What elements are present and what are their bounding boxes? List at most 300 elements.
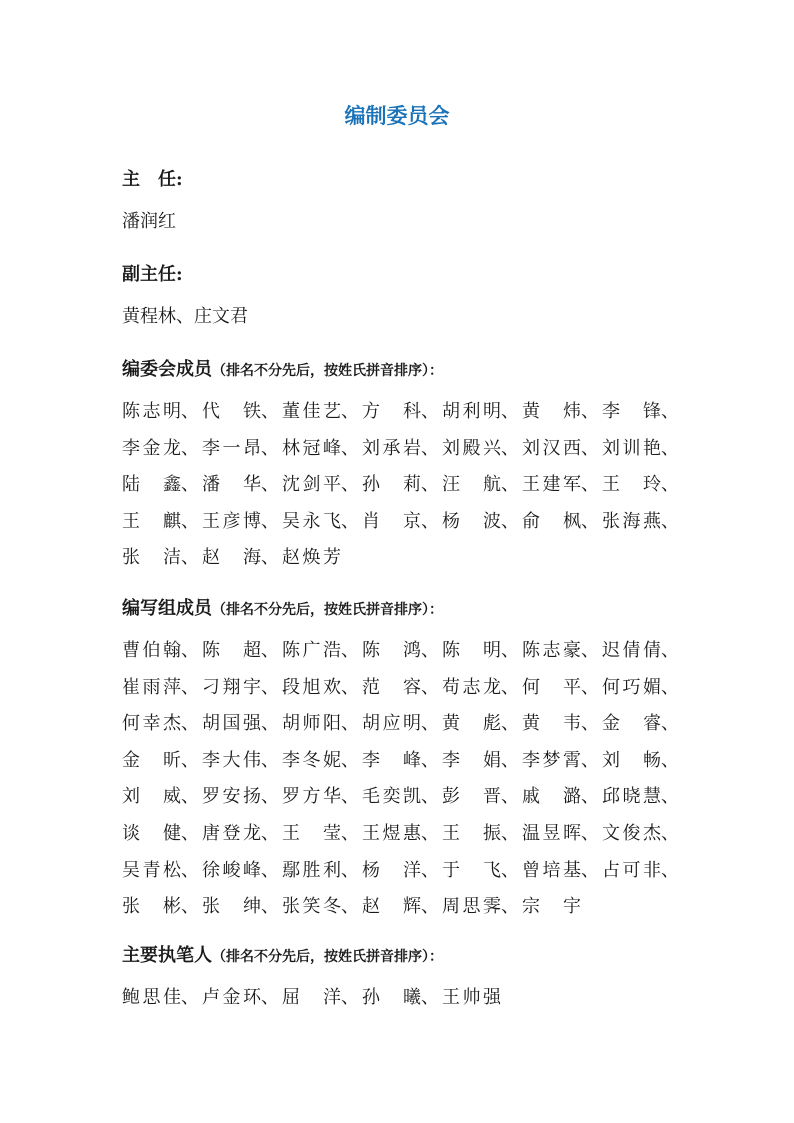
- name-cell: [442, 858, 522, 884]
- separator: 、: [341, 640, 359, 661]
- person-name: 罗安扬: [202, 786, 261, 808]
- name-cell: [122, 821, 202, 847]
- name-cell: [122, 509, 202, 535]
- separator: 、: [181, 786, 199, 808]
- name-cell: [282, 985, 362, 1011]
- page-title: 编制委员会: [344, 104, 450, 128]
- person-name: 唐登龙: [202, 823, 261, 844]
- name-row: [122, 638, 682, 664]
- person-name: 杨 波: [442, 510, 501, 532]
- separator: 、: [501, 640, 519, 661]
- person-name: 王 麒: [122, 510, 181, 532]
- person-name: 李 娟: [442, 749, 501, 771]
- name-cell: [122, 399, 202, 425]
- name-cell: [282, 784, 362, 810]
- separator: 、: [181, 896, 199, 918]
- person-name: 于 飞: [442, 859, 501, 881]
- section-heading-note: （排名不分先后，按姓氏拼音排序）：: [212, 602, 443, 618]
- separator: 、: [181, 823, 199, 844]
- name-cell: [282, 858, 362, 884]
- name-cell: [362, 675, 442, 701]
- person-name: 曹伯翰: [122, 640, 181, 661]
- name-cell: [602, 509, 682, 535]
- name-row: [122, 985, 682, 1011]
- name-cell: [362, 821, 442, 847]
- section-heading-text: 编委会成员: [122, 359, 212, 380]
- name-cell: [202, 545, 282, 571]
- name-cell: [602, 711, 682, 737]
- name-cell: [442, 509, 522, 535]
- person-name: 何幸杰: [122, 713, 181, 735]
- separator: 、: [501, 437, 519, 459]
- separator: 、: [181, 640, 199, 661]
- separator: 、: [501, 749, 519, 771]
- name-cell: [602, 472, 682, 498]
- separator: 、: [181, 401, 199, 422]
- separator: 、: [661, 823, 679, 844]
- name-cell: [282, 821, 362, 847]
- separator: 、: [661, 859, 679, 881]
- person-name: 陈 明: [442, 640, 501, 661]
- name-cell: [442, 711, 522, 737]
- person-name: 张 绅: [202, 896, 261, 918]
- name-row: [122, 399, 682, 425]
- person-name: 屈 洋: [282, 987, 341, 1008]
- person-name: 潘润红: [122, 211, 176, 232]
- name-row: [122, 675, 682, 701]
- name-cell: [202, 472, 282, 498]
- person-name: 俞 枫: [522, 510, 581, 532]
- name-cell: [282, 675, 362, 701]
- name-cell: [362, 784, 442, 810]
- section-heading-director: [122, 167, 183, 193]
- person-name: 汪 航: [442, 474, 501, 496]
- name-cell: [202, 858, 282, 884]
- name-cell: [442, 675, 522, 701]
- person-name: 李大伟: [202, 749, 261, 771]
- name-cell: [362, 509, 442, 535]
- name-cell: [522, 894, 602, 920]
- name-cell: [122, 545, 202, 571]
- name-cell: [362, 638, 442, 664]
- person-name: 李金龙: [122, 437, 181, 459]
- name-cell: [282, 545, 362, 571]
- separator: 、: [181, 437, 199, 459]
- name-row: [122, 436, 682, 462]
- person-name: 卢金环: [202, 987, 261, 1008]
- person-name: 赵 辉: [362, 896, 421, 918]
- person-name: 沈剑平: [282, 474, 341, 496]
- person-name: 吴青松: [122, 859, 181, 881]
- section-heading-text: 编写组成员: [122, 598, 212, 619]
- separator: 、: [421, 437, 439, 459]
- name-cell: [122, 784, 202, 810]
- separator: 、: [341, 676, 359, 698]
- person-name: 陆 鑫: [122, 474, 181, 496]
- name-cell: [282, 638, 362, 664]
- person-name: 段旭欢: [282, 676, 341, 698]
- person-name: 杨 洋: [362, 859, 421, 881]
- name-cell: [442, 784, 522, 810]
- person-name: 胡师阳: [282, 713, 341, 735]
- person-name: 李梦霄: [522, 749, 581, 771]
- separator: 、: [261, 713, 279, 735]
- separator: 、: [421, 640, 439, 661]
- person-name: 文俊杰: [602, 823, 661, 844]
- separator: 、: [501, 823, 519, 844]
- name-cell: [122, 638, 202, 664]
- name-row: [122, 509, 682, 535]
- section-heading-note: （排名不分先后，按姓氏拼音排序）：: [212, 363, 443, 379]
- section-heading-writing-group: [122, 596, 443, 623]
- name-cell: [202, 784, 282, 810]
- name-line: [122, 209, 176, 235]
- separator: 、: [421, 676, 439, 698]
- section-heading-main-authors: [122, 943, 443, 970]
- name-cell: [202, 509, 282, 535]
- separator: 、: [341, 713, 359, 735]
- person-name: 刘 畅: [602, 749, 661, 771]
- name-cell: [122, 472, 202, 498]
- name-cell: [442, 821, 522, 847]
- section-heading-text: 副主任:: [122, 264, 183, 285]
- name-row: [122, 748, 682, 774]
- separator: 、: [421, 896, 439, 918]
- person-name: 王 玲: [602, 474, 661, 496]
- separator: 、: [261, 896, 279, 918]
- separator: 、: [181, 474, 199, 496]
- separator: 、: [261, 987, 279, 1008]
- person-name: 徐峻峰: [202, 859, 261, 881]
- separator: 、: [261, 401, 279, 422]
- person-name: 鲍思佳: [122, 987, 181, 1008]
- separator: 、: [421, 510, 439, 532]
- name-cell: [202, 985, 282, 1011]
- person-name: 赵焕芳: [282, 547, 341, 569]
- separator: 、: [501, 510, 519, 532]
- name-cell: [282, 472, 362, 498]
- name-cell: [202, 821, 282, 847]
- separator: 、: [501, 713, 519, 735]
- name-cell: [122, 748, 202, 774]
- person-name: 陈志明: [122, 401, 181, 422]
- separator: 、: [421, 474, 439, 496]
- separator: 、: [581, 474, 599, 496]
- person-name: 谈 健: [122, 823, 181, 844]
- separator: 、: [261, 640, 279, 661]
- separator: 、: [181, 987, 199, 1008]
- separator: 、: [661, 749, 679, 771]
- person-name: 邱晓慧: [602, 786, 661, 808]
- person-name: 黄 彪: [442, 713, 501, 735]
- separator: 、: [261, 474, 279, 496]
- separator: 、: [661, 676, 679, 698]
- separator: 、: [261, 437, 279, 459]
- person-name: 孙 曦: [362, 987, 421, 1008]
- separator: 、: [181, 510, 199, 532]
- separator: 、: [341, 859, 359, 881]
- section-heading-text: 主 任:: [122, 169, 183, 190]
- person-name: 王 振: [442, 823, 501, 844]
- person-name: 李冬妮: [282, 749, 341, 771]
- person-name: 李 峰: [362, 749, 421, 771]
- separator: 、: [421, 859, 439, 881]
- separator: 、: [581, 786, 599, 808]
- separator: 、: [501, 676, 519, 698]
- person-name: 黄 韦: [522, 713, 581, 735]
- person-name: 金 睿: [602, 713, 661, 735]
- person-name: 刘殿兴: [442, 437, 501, 459]
- name-cell: [122, 894, 202, 920]
- person-name: 戚 潞: [522, 786, 581, 808]
- separator: 、: [181, 749, 199, 771]
- name-cell: [122, 675, 202, 701]
- person-name: 刁翔宇: [202, 676, 261, 698]
- name-cell: [522, 399, 602, 425]
- name-cell: [602, 748, 682, 774]
- name-cell: [522, 748, 602, 774]
- separator: 、: [341, 896, 359, 918]
- name-cell: [202, 638, 282, 664]
- person-name: 方 科: [362, 401, 421, 422]
- person-name: 林冠峰: [282, 437, 341, 459]
- person-name: 张 洁: [122, 547, 181, 569]
- separator: 、: [581, 713, 599, 735]
- person-name: 罗方华: [282, 786, 341, 808]
- name-cell: [602, 436, 682, 462]
- person-name: 吴永飞: [282, 510, 341, 532]
- person-name: 胡国强: [202, 713, 261, 735]
- name-cell: [522, 509, 602, 535]
- separator: 、: [661, 437, 679, 459]
- person-name: 肖 京: [362, 510, 421, 532]
- name-cell: [442, 436, 522, 462]
- separator: 、: [581, 859, 599, 881]
- person-name: 毛奕凯: [362, 786, 421, 808]
- separator: 、: [661, 510, 679, 532]
- person-name: 张 彬: [122, 896, 181, 918]
- person-name: 王帅强: [442, 987, 501, 1008]
- person-name: 刘汉西: [522, 437, 581, 459]
- person-name: 陈 超: [202, 640, 261, 661]
- name-cell: [122, 711, 202, 737]
- name-cell: [522, 436, 602, 462]
- person-name: 王建军: [522, 474, 581, 496]
- name-cell: [602, 784, 682, 810]
- section-heading-committee: [122, 357, 443, 384]
- section-heading-note: （排名不分先后，按姓氏拼音排序）：: [212, 949, 443, 965]
- separator: 、: [261, 823, 279, 844]
- person-name: 李 锋: [602, 401, 661, 422]
- person-name: 陈广浩: [282, 640, 341, 661]
- name-cell: [602, 858, 682, 884]
- person-name: 代 铁: [202, 401, 261, 422]
- name-cell: [522, 784, 602, 810]
- name-cell: [362, 858, 442, 884]
- name-cell: [362, 985, 442, 1011]
- name-line: [122, 304, 248, 330]
- person-name: 王煜惠: [362, 823, 421, 844]
- name-row: [122, 472, 682, 498]
- person-name: 刘 威: [122, 786, 181, 808]
- person-name: 何 平: [522, 676, 581, 698]
- person-name: 温昱晖: [522, 823, 581, 844]
- separator: 、: [341, 474, 359, 496]
- separator: 、: [501, 474, 519, 496]
- separator: 、: [261, 859, 279, 881]
- name-cell: [282, 711, 362, 737]
- name-cell: [602, 399, 682, 425]
- person-name: 黄程林: [122, 306, 176, 327]
- person-name: 孙 莉: [362, 474, 421, 496]
- person-name: 曾培基: [522, 859, 581, 881]
- person-name: 陈志豪: [522, 640, 581, 661]
- separator: 、: [581, 823, 599, 844]
- separator: 、: [261, 786, 279, 808]
- separator: 、: [421, 987, 439, 1008]
- name-row: [122, 711, 682, 737]
- name-cell: [442, 985, 522, 1011]
- separator: 、: [341, 437, 359, 459]
- person-name: 黄 炜: [522, 401, 581, 422]
- name-cell: [282, 436, 362, 462]
- separator: 、: [421, 749, 439, 771]
- name-cell: [202, 399, 282, 425]
- name-cell: [522, 821, 602, 847]
- person-name: 潘 华: [202, 474, 261, 496]
- person-name: 赵 海: [202, 547, 261, 569]
- person-name: 金 昕: [122, 749, 181, 771]
- separator: 、: [181, 676, 199, 698]
- separator: 、: [421, 713, 439, 735]
- name-cell: [442, 748, 522, 774]
- separator: 、: [501, 859, 519, 881]
- separator: 、: [181, 859, 199, 881]
- person-name: 张海燕: [602, 510, 661, 532]
- name-cell: [282, 748, 362, 774]
- name-row: [122, 545, 682, 571]
- name-row: [122, 858, 682, 884]
- name-row: [122, 894, 682, 920]
- name-row: [122, 821, 682, 847]
- name-cell: [122, 985, 202, 1011]
- separator: 、: [421, 786, 439, 808]
- person-name: 崔雨萍: [122, 676, 181, 698]
- name-cell: [202, 675, 282, 701]
- name-cell: [362, 711, 442, 737]
- name-cell: [282, 399, 362, 425]
- separator: 、: [661, 786, 679, 808]
- name-cell: [602, 638, 682, 664]
- person-name: 董佳艺: [282, 401, 341, 422]
- name-cell: [282, 509, 362, 535]
- separator: 、: [581, 749, 599, 771]
- name-cell: [362, 894, 442, 920]
- separator: 、: [581, 437, 599, 459]
- name-cell: [522, 858, 602, 884]
- separator: 、: [341, 749, 359, 771]
- separator: 、: [501, 896, 519, 918]
- person-name: 周思霁: [442, 896, 501, 918]
- name-cell: [122, 858, 202, 884]
- separator: 、: [341, 786, 359, 808]
- separator: 、: [661, 401, 679, 422]
- name-cell: [522, 711, 602, 737]
- person-name: 鄢胜利: [282, 859, 341, 881]
- name-cell: [522, 638, 602, 664]
- separator: 、: [341, 823, 359, 844]
- separator: 、: [261, 547, 279, 569]
- separator: 、: [261, 676, 279, 698]
- section-heading-deputy-director: [122, 262, 183, 288]
- person-name: 刘训艳: [602, 437, 661, 459]
- separator: 、: [501, 786, 519, 808]
- separator: 、: [341, 987, 359, 1008]
- separator: 、: [661, 474, 679, 496]
- name-cell: [522, 472, 602, 498]
- name-cell: [442, 399, 522, 425]
- name-row: [122, 784, 682, 810]
- separator: 、: [181, 547, 199, 569]
- name-cell: [202, 894, 282, 920]
- name-cell: [362, 472, 442, 498]
- name-cell: [442, 472, 522, 498]
- separator: 、: [421, 401, 439, 422]
- separator: 、: [661, 640, 679, 661]
- name-cell: [602, 675, 682, 701]
- separator: 、: [581, 510, 599, 532]
- separator: 、: [181, 713, 199, 735]
- separator: 、: [261, 510, 279, 532]
- name-cell: [202, 748, 282, 774]
- separator: 、: [661, 713, 679, 735]
- name-cell: [442, 894, 522, 920]
- person-name: 苟志龙: [442, 676, 501, 698]
- person-name: 何巧媚: [602, 676, 661, 698]
- separator: 、: [421, 823, 439, 844]
- person-name: 胡利明: [442, 401, 501, 422]
- person-name: 陈 鸿: [362, 640, 421, 661]
- separator: 、: [501, 401, 519, 422]
- name-cell: [362, 436, 442, 462]
- name-cell: [202, 711, 282, 737]
- person-name: 王 莹: [282, 823, 341, 844]
- separator: 、: [261, 749, 279, 771]
- separator: 、: [176, 306, 194, 327]
- separator: 、: [581, 640, 599, 661]
- separator: 、: [581, 401, 599, 422]
- person-name: 占可非: [602, 859, 661, 881]
- name-cell: [282, 894, 362, 920]
- person-name: 李一昂: [202, 437, 261, 459]
- name-cell: [122, 436, 202, 462]
- name-cell: [442, 638, 522, 664]
- person-name: 宗 宇: [522, 896, 581, 918]
- name-cell: [362, 748, 442, 774]
- separator: 、: [341, 510, 359, 532]
- person-name: 张笑冬: [282, 896, 341, 918]
- separator: 、: [341, 401, 359, 422]
- person-name: 范 容: [362, 676, 421, 698]
- person-name: 迟倩倩: [602, 640, 661, 661]
- name-cell: [522, 675, 602, 701]
- person-name: 庄文君: [194, 306, 248, 327]
- name-cell: [202, 436, 282, 462]
- person-name: 彭 晋: [442, 786, 501, 808]
- person-name: 胡应明: [362, 713, 421, 735]
- person-name: 王彦博: [202, 510, 261, 532]
- section-heading-text: 主要执笔人: [122, 945, 212, 966]
